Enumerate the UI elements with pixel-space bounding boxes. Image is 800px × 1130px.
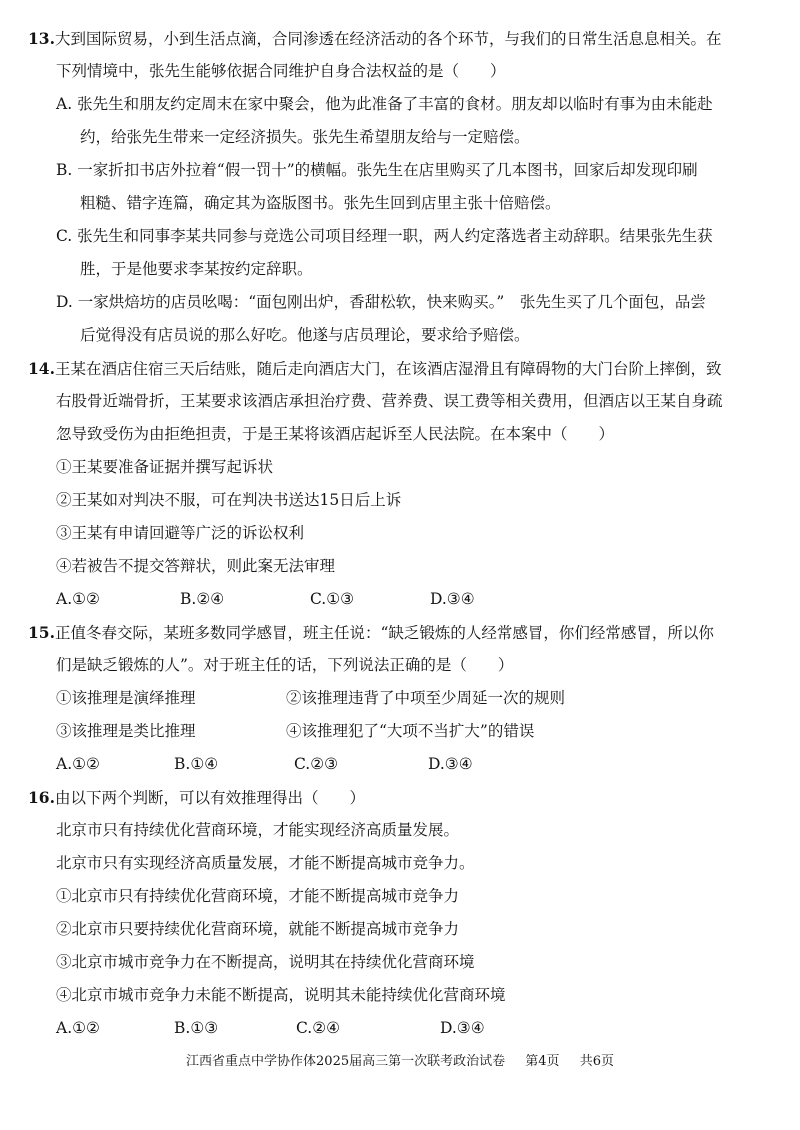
q14-choice-c: C.①③ bbox=[310, 590, 355, 608]
q16-item-1: ①北京市只有持续优化营商环境，才能不断提高城市竞争力 bbox=[56, 887, 460, 905]
q14-item-4: ④若被告不提交答辩状，则此案无法审理 bbox=[56, 557, 336, 575]
q16-premise-2: 北京市只有实现经济高质量发展，才能不断提高城市竞争力。 bbox=[56, 854, 475, 872]
q15-stem-line2: 们是缺乏锻炼的人”。对于班主任的话，下列说法正确的是（ ） bbox=[56, 656, 514, 674]
q15-choice-c: C.②③ bbox=[294, 755, 339, 773]
q14-choice-a: A.①② bbox=[56, 590, 100, 608]
q13-option-a: A. 张先生和朋友约定周末在家中聚会，他为此准备了丰富的食材。朋友却以临时有事为由未能赴 bbox=[56, 95, 713, 113]
q14-stem-line2: 右股骨近端骨折，王某要求该酒店承担治疗费、营养费、误工费等相关费用，但酒店以王某自身疏 bbox=[56, 392, 723, 410]
q16-item-4: ④北京市城市竞争力未能不断提高，说明其未能持续优化营商环境 bbox=[56, 986, 506, 1004]
question-16 bbox=[28, 781, 776, 1045]
footer-page-number: 第4页 bbox=[525, 1054, 560, 1069]
q16-choice-a: A.①② bbox=[56, 1019, 100, 1037]
q15-item-1: ①该推理是演绎推理 bbox=[56, 689, 196, 707]
q14-stem-line1: 14.王某在酒店住宿三天后结账，随后走向酒店大门，在该酒店湿滑且有障碍物的大门台阶上摔倒，致 bbox=[28, 359, 722, 378]
q15-choice-a: A.①② bbox=[56, 755, 100, 773]
q15-choice-b: B.①④ bbox=[174, 755, 219, 773]
q13-stem-line1: 13.大到国际贸易，小到生活点滴，合同渗透在经济活动的各个环节，与我们的日常生活息息相关。在 bbox=[28, 29, 722, 48]
q13-option-a-cont: 约，给张先生带来一定经济损失。张先生希望朋友给与一定赔偿。 bbox=[80, 128, 530, 146]
q15-item-4: ④该推理犯了“大项不当扩大”的错误 bbox=[286, 722, 535, 740]
q14-choices bbox=[28, 583, 776, 616]
q16-item-3: ③北京市城市竞争力在不断提高，说明其在持续优化营商环境 bbox=[56, 953, 475, 971]
question-14 bbox=[28, 352, 776, 616]
q15-stem-line1: 15.正值冬春交际，某班多数同学感冒，班主任说：“缺乏锻炼的人经常感冒，你们经常感冒，所以你 bbox=[28, 623, 714, 642]
question-13 bbox=[28, 22, 776, 352]
q13-option-b: B. 一家折扣书店外拉着“假一罚十”的横幅。张先生在店里购买了几本图书，回家后却发现印刷 bbox=[56, 161, 698, 179]
q13-option-d: D. 一家烘焙坊的店员吆喝：“面包刚出炉，香甜松软，快来购买。” 张先生买了几个面包，品尝 bbox=[56, 293, 706, 311]
q14-stem-line3: 忽导致受伤为由拒绝担责，于是王某将该酒店起诉至人民法院。在本案中（ ） bbox=[56, 425, 615, 443]
q15-items-row1 bbox=[28, 682, 776, 715]
q13-stem-line2: 下列情境中，张先生能够依据合同维护自身合法权益的是（ ） bbox=[56, 62, 506, 80]
footer-exam-title: 江西省重点中学协作体2025届高三第一次联考政治试卷 bbox=[186, 1054, 506, 1069]
q14-item-1: ①王某要准备证据并撰写起诉状 bbox=[56, 458, 274, 476]
q16-choices bbox=[28, 1012, 776, 1045]
q15-items-row2 bbox=[28, 715, 776, 748]
q16-premise-1: 北京市只有持续优化营商环境，才能实现经济高质量发展。 bbox=[56, 821, 460, 839]
q14-item-3: ③王某有申请回避等广泛的诉讼权利 bbox=[56, 524, 305, 542]
q13-number: 13. bbox=[28, 29, 55, 48]
question-15 bbox=[28, 616, 776, 781]
q15-item-2: ②该推理违背了中项至少周延一次的规则 bbox=[286, 689, 566, 707]
q16-stem: 16.由以下两个判断，可以有效推理得出（ ） bbox=[28, 788, 365, 807]
page-footer bbox=[0, 1052, 800, 1072]
q13-option-c: C. 张先生和同事李某共同参与竞选公司项目经理一职，两人约定落选者主动辞职。结果张先生获 bbox=[56, 227, 713, 245]
q15-choices bbox=[28, 748, 776, 781]
q15-choice-d: D.③④ bbox=[428, 755, 473, 773]
q14-number: 14. bbox=[28, 359, 55, 378]
q15-number: 15. bbox=[28, 623, 55, 642]
q13-option-b-cont: 粗糙、错字连篇，确定其为盗版图书。张先生回到店里主张十倍赔偿。 bbox=[80, 194, 561, 212]
q16-item-2: ②北京市只要持续优化营商环境，就能不断提高城市竞争力 bbox=[56, 920, 460, 938]
q14-choice-b: B.②④ bbox=[180, 590, 225, 608]
q13-option-d-cont: 后觉得没有店员说的那么好吃。他遂与店员理论，要求给予赔偿。 bbox=[80, 326, 530, 344]
footer-total-pages: 共6页 bbox=[579, 1054, 614, 1069]
q16-choice-d: D.③④ bbox=[440, 1019, 485, 1037]
q16-choice-b: B.①③ bbox=[174, 1019, 219, 1037]
q15-item-3: ③该推理是类比推理 bbox=[56, 722, 196, 740]
q16-number: 16. bbox=[28, 788, 55, 807]
q14-item-2: ②王某如对判决不服，可在判决书送达15日后上诉 bbox=[56, 491, 402, 509]
q13-option-c-cont: 胜，于是他要求李某按约定辞职。 bbox=[80, 260, 313, 278]
q14-choice-d: D.③④ bbox=[430, 590, 475, 608]
q16-choice-c: C.②④ bbox=[296, 1019, 341, 1037]
